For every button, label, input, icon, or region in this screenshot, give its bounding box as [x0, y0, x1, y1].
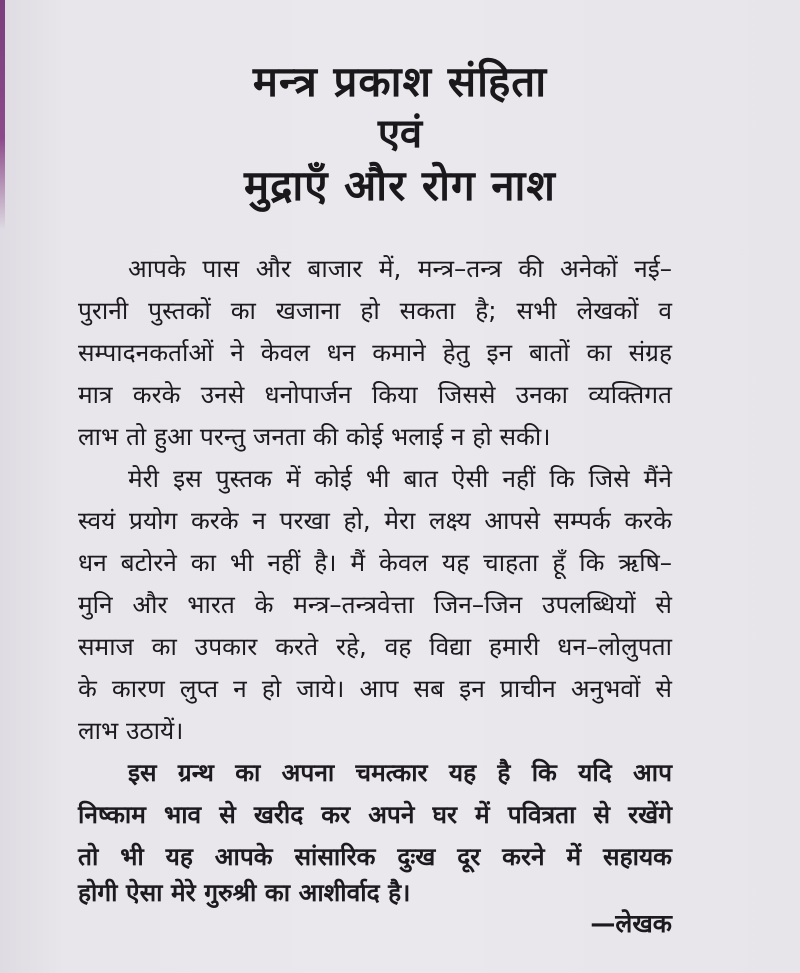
- author-signature: —लेखक: [590, 909, 672, 938]
- text-line: स्वयं प्रयोग करके न परखा हो, मेरा लक्ष्य आपसे सम्पर्क करके: [78, 506, 672, 535]
- text-line: आपके पास और बाजार में, मन्त्र–तन्त्र की अनेकों नई–: [128, 254, 672, 283]
- text-line: पुरानी पुस्तकों का खजाना हो सकता है; सभी लेखकों व: [78, 296, 672, 325]
- text-line: तो भी यह आपके सांसारिक दुःख दूर करने में सहायक: [78, 842, 672, 871]
- text-line: इस ग्रन्थ का अपना चमत्कार यह है कि यदि आप: [128, 758, 672, 787]
- text-line: मुनि और भारत के मन्त्र–तन्त्रवेत्ता जिन–जिन उपलब्धियों से: [78, 590, 672, 619]
- text-line: के कारण लुप्त न हो जाये। आप सब इन प्राचीन अनुभवों से: [78, 674, 672, 703]
- text-line: सम्पादनकर्ताओं ने केवल धन कमाने हेतु इन बातों का संग्रह: [78, 338, 672, 367]
- text-line: मेरी इस पुस्तक में कोई भी बात ऐसी नहीं कि जिसे मैंने: [128, 464, 672, 493]
- text-line: लाभ तो हुआ परन्तु जनता की कोई भलाई न हो सकी।: [78, 422, 551, 451]
- text-line: धन बटोरने का भी नहीं है। मैं केवल यह चाहता हूँ कि ऋषि–: [78, 548, 672, 577]
- title-line-1: मन्त्र प्रकाश संहिता: [252, 57, 548, 106]
- title-line-2: एवं: [377, 110, 423, 157]
- text-line: होगी ऐसा मेरे गुरुश्री का आशीर्वाद है।: [78, 878, 411, 907]
- text-line: लाभ उठायें।: [78, 716, 184, 745]
- text-line: निष्काम भाव से खरीद कर अपने घर में पवित्रता से रखेंगे: [78, 800, 672, 829]
- text-line: समाज का उपकार करते रहे, वह विद्या हमारी धन–लोलुपता: [78, 632, 672, 661]
- text-line: मात्र करके उनसे धनोपार्जन किया जिससे उनका व्यक्तिगत: [78, 380, 672, 409]
- title-line-3: मुद्राएँ और रोग नाश: [244, 161, 556, 210]
